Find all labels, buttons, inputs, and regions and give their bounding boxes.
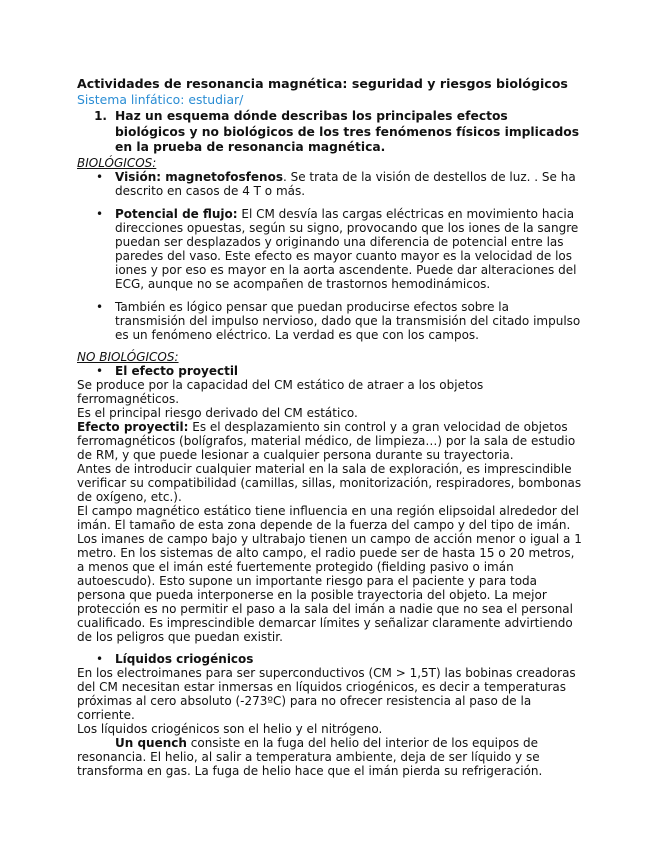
item-bold: Visión: magnetofosfenos — [115, 169, 283, 184]
paragraph-bold: Efecto proyectil: — [77, 419, 189, 434]
paragraph: El campo magnético estático tiene influencia en una región elipsoidal alrededor del imán. El tamaño de esta zona depende de la fuerza del campo y del tipo de imán. Los imanes de campo bajo y ultrabajo tienen un campo de acción menor o igual a 1 metro. En los sistemas de alto campo, el radio puede ser de hasta 15 o 20 metros, a menos que el imán esté fuertemente protegido (fielding pasivo o imán autoescudo). Esto supone un importante riesgo para el paciente y para toda persona que pueda interponerse en la posible trayectoria del objeto. La mejor protección es no permitir el paso a la sala del imán a nadie que no sea el personal cualificado. Es imprescindible demarcar límites y señalizar claramente advirtiendo de los peligros que puedan existir. — [77, 503, 582, 644]
bullet-icon: • — [96, 206, 104, 221]
document-title: Actividades de resonancia magnética: seguridad y riesgos biológicos — [77, 76, 568, 91]
non-biological-heading: NO BIOLÓGICOS: — [77, 349, 179, 364]
paragraph-bold: Un quench — [115, 735, 187, 750]
study-link[interactable]: Sistema linfático: estudiar/ — [77, 92, 244, 107]
biological-heading: BIOLÓGICOS: — [77, 155, 157, 170]
paragraph — [77, 736, 582, 778]
item-bold: Potencial de flujo: — [115, 206, 238, 221]
biological-list — [77, 170, 582, 342]
paragraph: Se produce por la capacidad del CM estático de atraer a los objetos ferromagnéticos. — [77, 377, 484, 406]
list-item — [77, 364, 582, 378]
bullet-icon: • — [96, 169, 104, 184]
projectile-title: El efecto proyectil — [115, 363, 239, 378]
non-biological-list — [77, 364, 582, 378]
bullet-icon: • — [96, 363, 104, 378]
paragraph-text: consiste en la fuga del helio del interior de los equipos de resonancia. El helio, al salir a temperatura ambiente, deja de ser líquido y se transforma en gas. La fuga de helio hace que el imán pierda su refrigeración. — [77, 735, 543, 778]
list-item — [77, 300, 582, 342]
paragraph — [77, 420, 582, 462]
item-text: El CM desvía las cargas eléctricas en movimiento hacia direcciones opuestas, según su signo, provocando que los iones de la sangre puedan ser desplazados y originando una diferencia de potencial entre las paredes del vaso. Este efecto es mayor cuanto mayor es la velocidad de los iones y por eso es mayor en la aorta ascendente. Puede dar alteraciones del ECG, aunque no se acompañen de trastornos hemodinámicos. — [115, 206, 579, 291]
bullet-icon: • — [96, 299, 104, 314]
document-page — [77, 76, 582, 778]
item-text: . Se trata de la visión de destellos de luz. . Se ha descrito en casos de 4 T o más. — [115, 169, 576, 198]
paragraph-text: Es el desplazamiento sin control y a gran velocidad de objetos ferromagnéticos (bolígrafos, material médico, de limpieza…) por la sala de estudio de RM, y que puede lesionar a cualquier persona durante su trayectoria. — [77, 419, 576, 462]
paragraph: Antes de introducir cualquier material en la sala de exploración, es imprescindible verificar su compatibilidad (camillas, sillas, monitorización, respiradores, bombonas de oxígeno, etc.). — [77, 461, 582, 504]
item-text: También es lógico pensar que puedan producirse efectos sobre la transmisión del impulso nervioso, dado que la transmisión del citado impulso es un fenómeno eléctrico. La verdad es que con los campos. — [115, 299, 581, 342]
question-number: 1. — [94, 109, 107, 123]
list-item — [77, 652, 582, 666]
paragraph: En los electroimanes para ser superconductivos (CM > 1,5T) las bobinas creadoras del CM necesitan estar inmersas en líquidos criogénicos, es decir a temperaturas próximas al cero absoluto (-273ºC) para no ofrecer resistencia al paso de la corriente. — [77, 665, 576, 722]
list-item — [77, 207, 582, 291]
bullet-icon: • — [96, 651, 104, 666]
list-item — [77, 170, 582, 198]
cryogenic-title: Líquidos criogénicos — [115, 651, 254, 666]
question-text: Haz un esquema dónde describas los principales efectos biológicos y no biológicos de los tres fenómenos físicos implicados en la prueba de resonancia magnética. — [115, 109, 580, 154]
paragraph: Los líquidos criogénicos son el helio y el nitrógeno. — [77, 721, 383, 736]
question — [77, 109, 582, 156]
cryogenic-list — [77, 652, 582, 666]
paragraph: Es el principal riesgo derivado del CM estático. — [77, 405, 358, 420]
